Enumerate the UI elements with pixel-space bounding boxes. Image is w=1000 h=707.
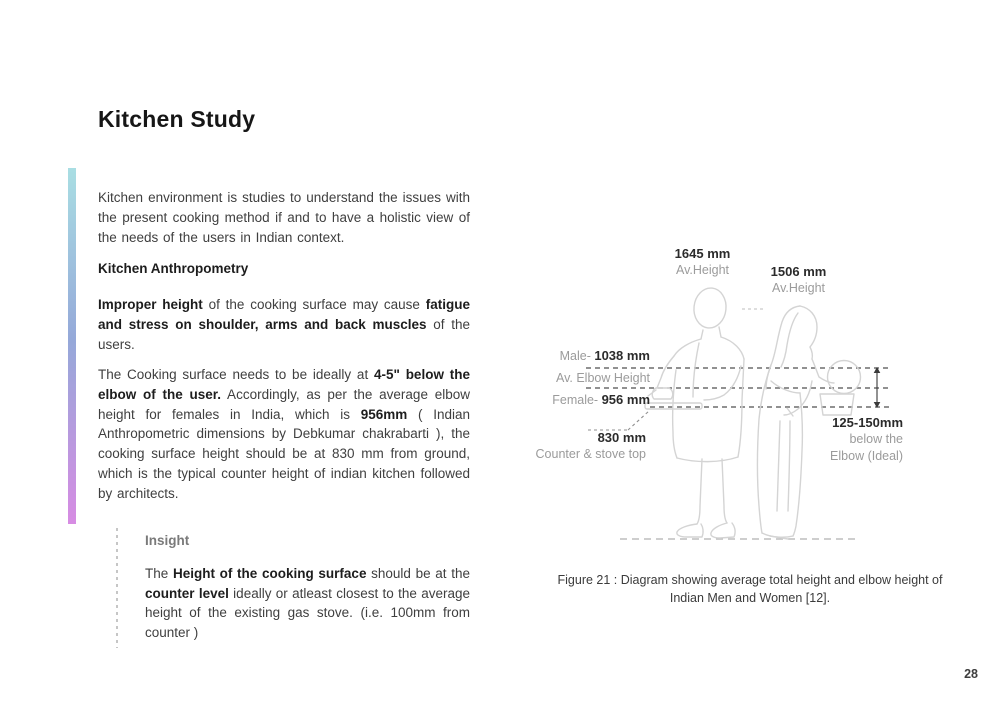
male-height-value: 1645 mm bbox=[674, 246, 731, 261]
male-height-caption: Av.Height bbox=[675, 263, 730, 277]
male-height-label bbox=[655, 245, 750, 279]
figure-caption: Figure 21 : Diagram showing average total height and elbow height of Indian Men and Women [12]. bbox=[557, 573, 943, 605]
page-title: Kitchen Study bbox=[98, 106, 256, 132]
female-height-value: 1506 mm bbox=[770, 264, 827, 279]
counter-leader-line bbox=[588, 411, 649, 430]
page-number: 28 bbox=[964, 667, 978, 681]
anthropometry-subheading: Kitchen Anthropometry bbox=[98, 261, 249, 276]
counter-height-label: 830 mm Counter & stove top bbox=[535, 430, 646, 461]
intro-paragraph: Kitchen environment is studies to understand the issues with the present cooking method if and to have a holistic view of the needs of the users in Indian context. bbox=[98, 190, 470, 245]
insight-dashed-rule bbox=[116, 528, 118, 648]
ideal-range-label: 125-150mm below the Elbow (Ideal) bbox=[830, 415, 903, 463]
cooking-surface-paragraph: The Cooking surface needs to be ideally at 4-5" below the elbow of the user. Accordingly, as per the average elbow height for females in India, which is 956mm ( Indian Anthropometric dimensions by Debkumar chakrabarti ), the cooking surface height should be at 830 mm from ground, which is the typical counter height of indian kitchen followed by architects. bbox=[98, 367, 471, 501]
insight-heading: Insight bbox=[145, 533, 190, 548]
insight-paragraph: The Height of the cooking surface should be at the counter level ideally or atleast closest to the average height of the existing gas stove. (i.e. 100mm from counter ) bbox=[145, 566, 471, 640]
man-figure bbox=[645, 286, 744, 538]
male-elbow-label: Male- 1038 mm bbox=[559, 348, 650, 363]
female-elbow-label: Female- 956 mm bbox=[552, 392, 650, 407]
improper-height-paragraph: Improper height of the cooking surface may cause fatigue and stress on shoulder, arms and back muscles of the users. bbox=[98, 297, 470, 352]
female-height-caption: Av.Height bbox=[771, 281, 826, 295]
avg-elbow-caption: Av. Elbow Height bbox=[555, 371, 650, 385]
accent-gradient-bar bbox=[68, 168, 76, 524]
female-height-label bbox=[751, 263, 846, 297]
